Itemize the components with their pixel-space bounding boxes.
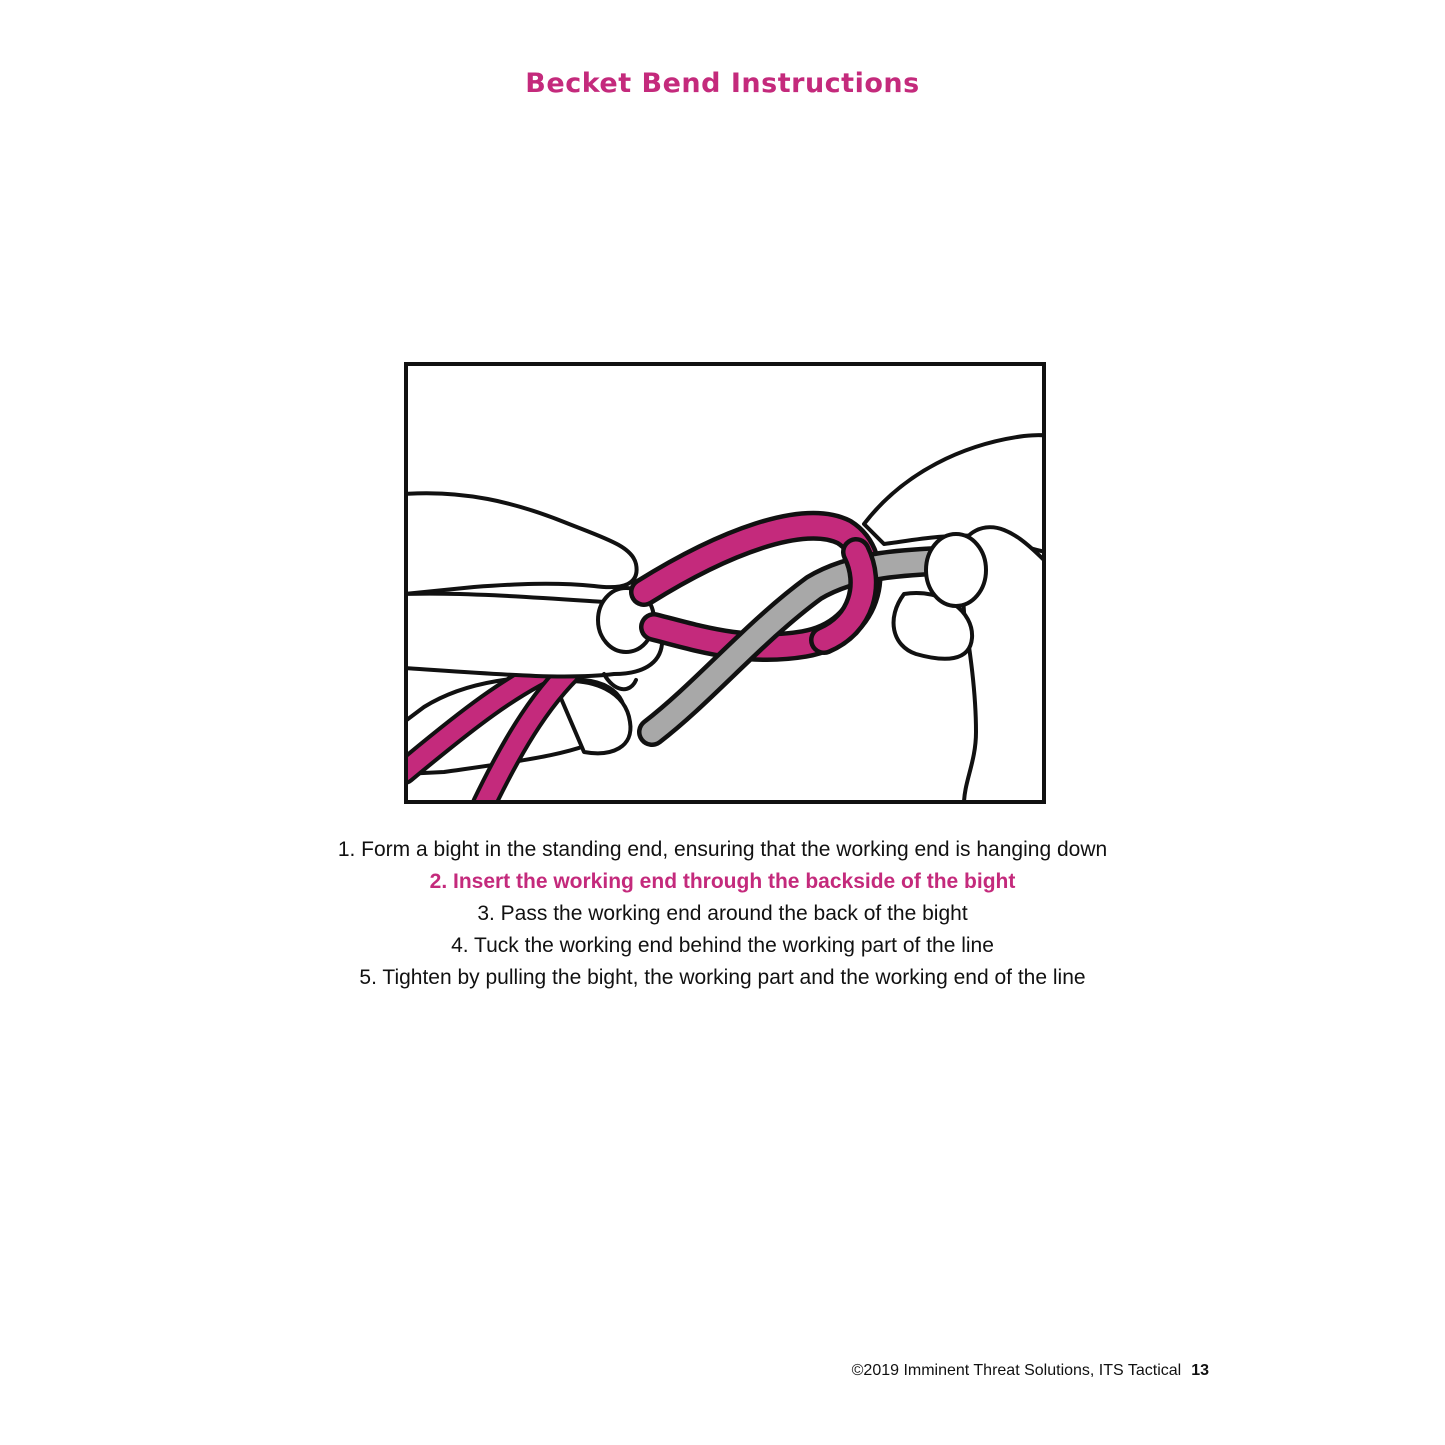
step-3: 3. Pass the working end around the back of the bight — [477, 902, 968, 925]
step-2-highlighted: 2. Insert the working end through the backside of the bight — [429, 870, 1016, 893]
instruction-steps — [0, 834, 1445, 994]
step-1: 1. Form a bight in the standing end, ensuring that the working end is hanging down — [337, 838, 1108, 861]
page-footer — [852, 1362, 1209, 1380]
copyright-text: ©2019 Imminent Threat Solutions, ITS Tactical — [851, 1362, 1182, 1379]
page-title: Becket Bend Instructions — [525, 68, 920, 99]
step-5: 5. Tighten by pulling the bight, the working part and the working end of the line — [359, 966, 1086, 989]
step-4: 4. Tuck the working end behind the working part of the line — [451, 934, 994, 957]
knot-illustration — [404, 362, 1046, 804]
page-number: 13 — [1191, 1362, 1209, 1379]
